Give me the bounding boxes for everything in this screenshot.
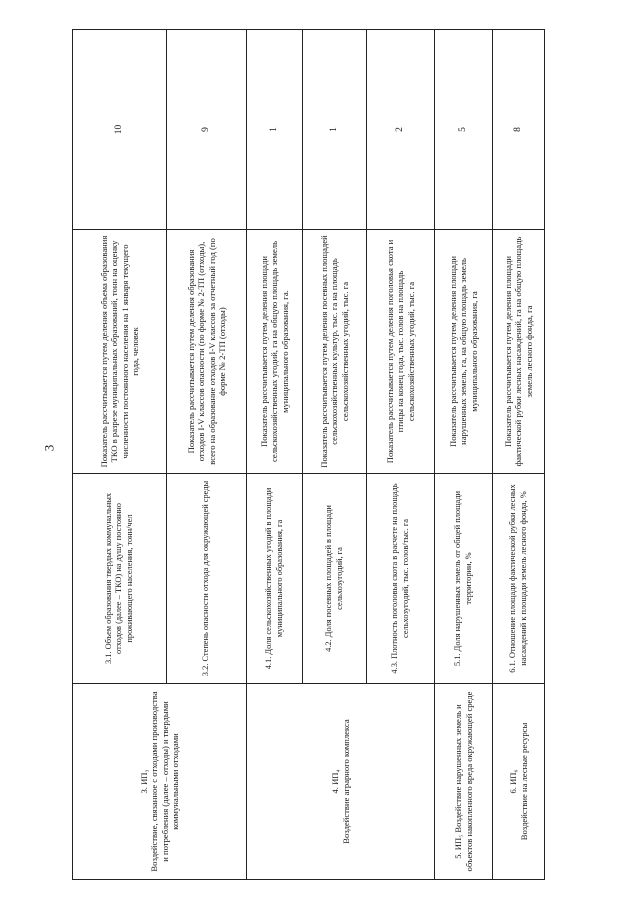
weight-value-cell: 10	[73, 30, 167, 230]
table-row	[73, 30, 167, 880]
table-row	[435, 30, 493, 880]
calculation-method-cell: Показатель рассчитывается путем деления образования отходов I-V классов опасности (по форме № 2-ТП (отходы), всего на образование отходов I-V классов за отчетный год (по форме № 2-ТП (отходы)	[167, 230, 247, 474]
weight-value-cell: 2	[367, 30, 435, 230]
indicator-name-cell: 3.2. Степень опасности отхода для окружающей среды	[167, 474, 247, 684]
indicator-name-cell: 3.1. Объем образования твердых коммунальных отходов (далее – ТКО) на душу постоянно проживающего населения, тонн/чел	[73, 474, 167, 684]
group-cell: 3. ИП₃ Воздействие, связанное с отходами производства и потребления (далее – отходы) и твердыми коммунальными отходами	[73, 684, 247, 880]
table-row	[247, 30, 303, 880]
indicator-name-cell: 6.1. Отношение площади фактической рубки лесных насаждений к площади земель лесного фонда, %	[493, 474, 545, 684]
indicator-name-cell: 4.3. Плотность поголовья скота в расчете на площадь сельхозугодий, тыс. голов/тыс. га	[367, 474, 435, 684]
calculation-method-cell: Показатель рассчитывается путем деления площади сельскохозяйственных угодий, га на общую площадь земель муниципального образования, га.	[247, 230, 303, 474]
calculation-method-cell: Показатель рассчитывается путем деления площади нарушенных земель, га, на общую площадь земель муниципального образования, га	[435, 230, 493, 474]
calculation-method-cell: Показатель рассчитывается путем деления площади фактической рубки лесных насаждений, га на общую площадь земель лесного фонда, га	[493, 230, 545, 474]
table-row	[493, 30, 545, 880]
indicator-name-cell: 4.2. Доля посевных площадей в площади сельхозугодий, га	[303, 474, 367, 684]
indicator-name-cell: 4.1. Доля сельскохозяйственных угодий в площади муниципального образования, га	[247, 474, 303, 684]
calculation-method-cell: Показатель рассчитывается путем деления поголовья скота и птицы на конец года, тыс. голов на площадь сельскохозяйственных угодий, тыс. га	[367, 230, 435, 474]
indicator-name-cell: 5.1. Доля нарушенных земель от общей площади территории, %	[435, 474, 493, 684]
calculation-method-cell: Показатель рассчитывается путем деления посевных площадей сельскохозяйственных культур, тыс. га на площадь сельскохозяйственных угодий, тыс. га	[303, 230, 367, 474]
group-cell: 6. ИП₆ Воздействие на лесные ресурсы	[493, 684, 545, 880]
page-number: 3	[41, 444, 57, 452]
group-cell: 5. ИП₅ Воздействие нарушенных земель и объектов накопленного вреда окружающей среде	[435, 684, 493, 880]
weight-value-cell: 1	[303, 30, 367, 230]
group-cell: 4. ИП₄ Воздействие аграрного комплекса	[247, 684, 435, 880]
calculation-method-cell: Показатель рассчитывается путем деления объема образования ТКО в разрезе муниципальных образований, тонн на оценку численности постоянного населения на 1 января текущего года, человек	[73, 230, 167, 474]
weight-value-cell: 8	[493, 30, 545, 230]
indicator-table	[72, 29, 545, 880]
rotated-table-frame	[72, 30, 544, 880]
weight-value-cell: 5	[435, 30, 493, 230]
weight-value-cell: 9	[167, 30, 247, 230]
weight-value-cell: 1	[247, 30, 303, 230]
